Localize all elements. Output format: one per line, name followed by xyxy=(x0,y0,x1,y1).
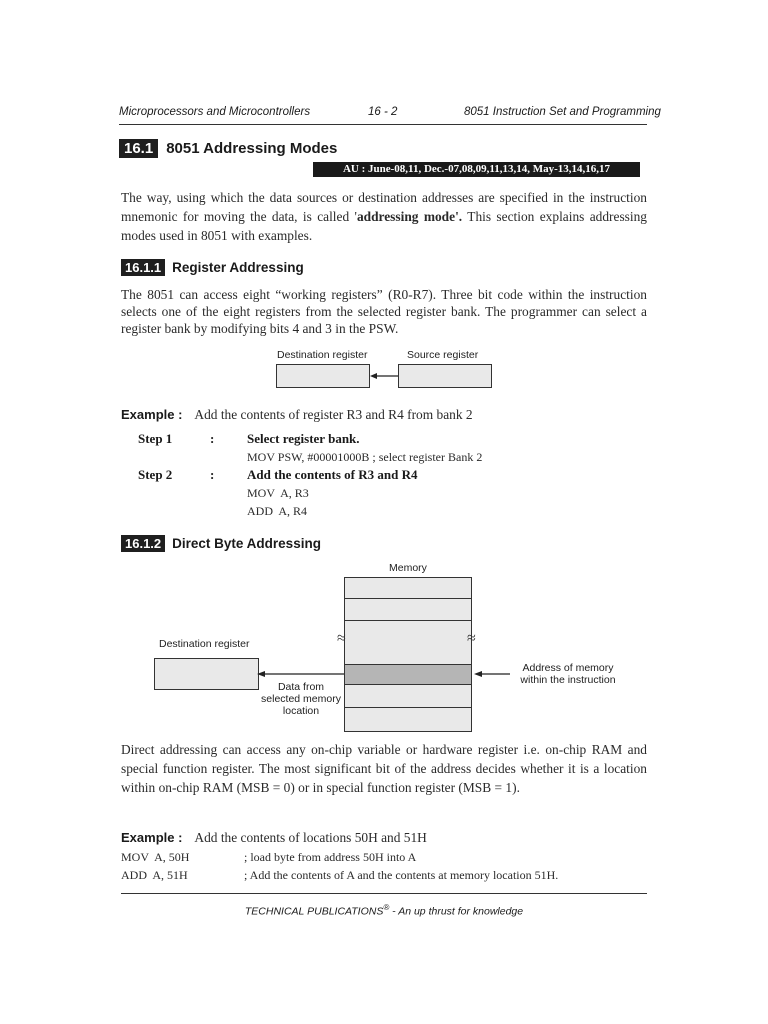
section-heading xyxy=(119,139,337,159)
header-left: Microprocessors and Microcontrollers xyxy=(119,106,311,118)
example-text: Add the contents of register R3 and R4 from bank 2 xyxy=(194,407,473,422)
step-1-code-line: MOV PSW, #00001000B ; select register Bank 2 xyxy=(247,450,483,464)
footer-publisher: TECHNICAL PUBLICATIONS xyxy=(244,905,384,918)
step-1-title: Select register bank. xyxy=(247,431,360,446)
example-1 xyxy=(121,406,473,424)
example-text: Add the contents of locations 50H and 51H xyxy=(194,830,427,845)
register-addressing-para xyxy=(121,286,647,337)
example-label: Example : xyxy=(121,830,183,845)
address-arrow xyxy=(472,666,512,682)
registered-mark: ® xyxy=(383,903,390,912)
destination-register-box xyxy=(154,658,259,690)
section-title: 8051 Addressing Modes xyxy=(166,140,338,157)
memory-block xyxy=(344,577,472,732)
step-2-colon: : xyxy=(210,467,215,482)
au-exam-note: AU : June-08,11, Dec.-07,08,09,11,13,14, May-13,14,16,17 xyxy=(313,162,640,177)
intro-text-b: This section explains addressing modes used in 8051 with examples. xyxy=(121,209,647,243)
header-rule xyxy=(119,124,647,125)
code-instruction-2: ADD A, 51H xyxy=(121,868,188,882)
destination-register-label: Destination register xyxy=(277,349,368,361)
source-register-box xyxy=(398,364,492,388)
destination-register-box xyxy=(276,364,370,388)
subsection-number-badge: 16.1.2 xyxy=(121,535,165,552)
step-2-title: Add the contents of R3 and R4 xyxy=(247,467,418,482)
memory-divider xyxy=(345,598,471,599)
section-intro xyxy=(121,188,647,245)
header-right: 8051 Instruction Set and Programming xyxy=(464,106,661,118)
direct-addressing-para xyxy=(121,740,647,797)
memory-break-right: ≈ xyxy=(467,630,476,647)
data-from-memory-label: Data from selected memory location xyxy=(261,681,341,717)
register-addressing-text: The 8051 can access eight “working registers” (R0-R7). Three bit code within the instruction selects one of the eight registers from the selected register bank. The programmer can select a register bank by modifying bits 4 and 3 in the PSW. xyxy=(121,287,647,336)
memory-break-left: ≈ xyxy=(337,630,346,647)
memory-divider xyxy=(345,620,471,621)
destination-register-label: Destination register xyxy=(159,638,250,650)
code-instruction-1: MOV A, 50H xyxy=(121,850,190,864)
step-2-code-line-1: MOV A, R3 xyxy=(247,486,309,500)
source-register-label: Source register xyxy=(407,349,479,361)
code-comment-2: ; Add the contents of A and the contents at memory location 51H. xyxy=(244,868,559,882)
header-page-number: 16 - 2 xyxy=(368,106,398,118)
example-2 xyxy=(121,829,427,847)
intro-text-a: The way, using which the data sources or destination addresses are specified in the instruction mnemonic for moving the data, is called ' xyxy=(121,190,647,224)
memory-divider xyxy=(345,707,471,708)
example-label: Example : xyxy=(121,407,183,422)
code-comment-1: ; load byte from address 50H into A xyxy=(244,850,417,864)
register-arrow xyxy=(369,364,399,388)
subsection-number-badge: 16.1.1 xyxy=(121,259,165,276)
subsection-heading-2 xyxy=(121,535,321,553)
footer-rule xyxy=(121,893,647,894)
data-arrow xyxy=(256,666,346,682)
memory-label: Memory xyxy=(389,562,427,574)
step-1-colon: : xyxy=(210,431,215,446)
footer-tagline: - An up thrust for knowledge xyxy=(389,905,524,918)
address-in-instruction-label: Address of memory within the instruction xyxy=(520,662,616,686)
subsection-title: Direct Byte Addressing xyxy=(172,536,321,551)
intro-bold-term: addressing mode'. xyxy=(356,209,463,224)
subsection-title: Register Addressing xyxy=(172,260,304,275)
footer xyxy=(121,903,647,918)
section-number-badge: 16.1 xyxy=(119,139,158,158)
step-2-code-line-2: ADD A, R4 xyxy=(247,504,308,518)
step-2-name: Step 2 xyxy=(138,467,173,482)
subsection-heading-1 xyxy=(121,259,304,277)
step-1-name: Step 1 xyxy=(138,431,173,446)
direct-addressing-text: Direct addressing can access any on-chip variable or hardware register i.e. on-chip RAM and special function register. The most significant bit of the address decides whether it is a location within on-chip RAM (MSB = 0) or in special function register (MSB = 1). xyxy=(121,742,647,795)
selected-memory-location xyxy=(345,664,471,685)
